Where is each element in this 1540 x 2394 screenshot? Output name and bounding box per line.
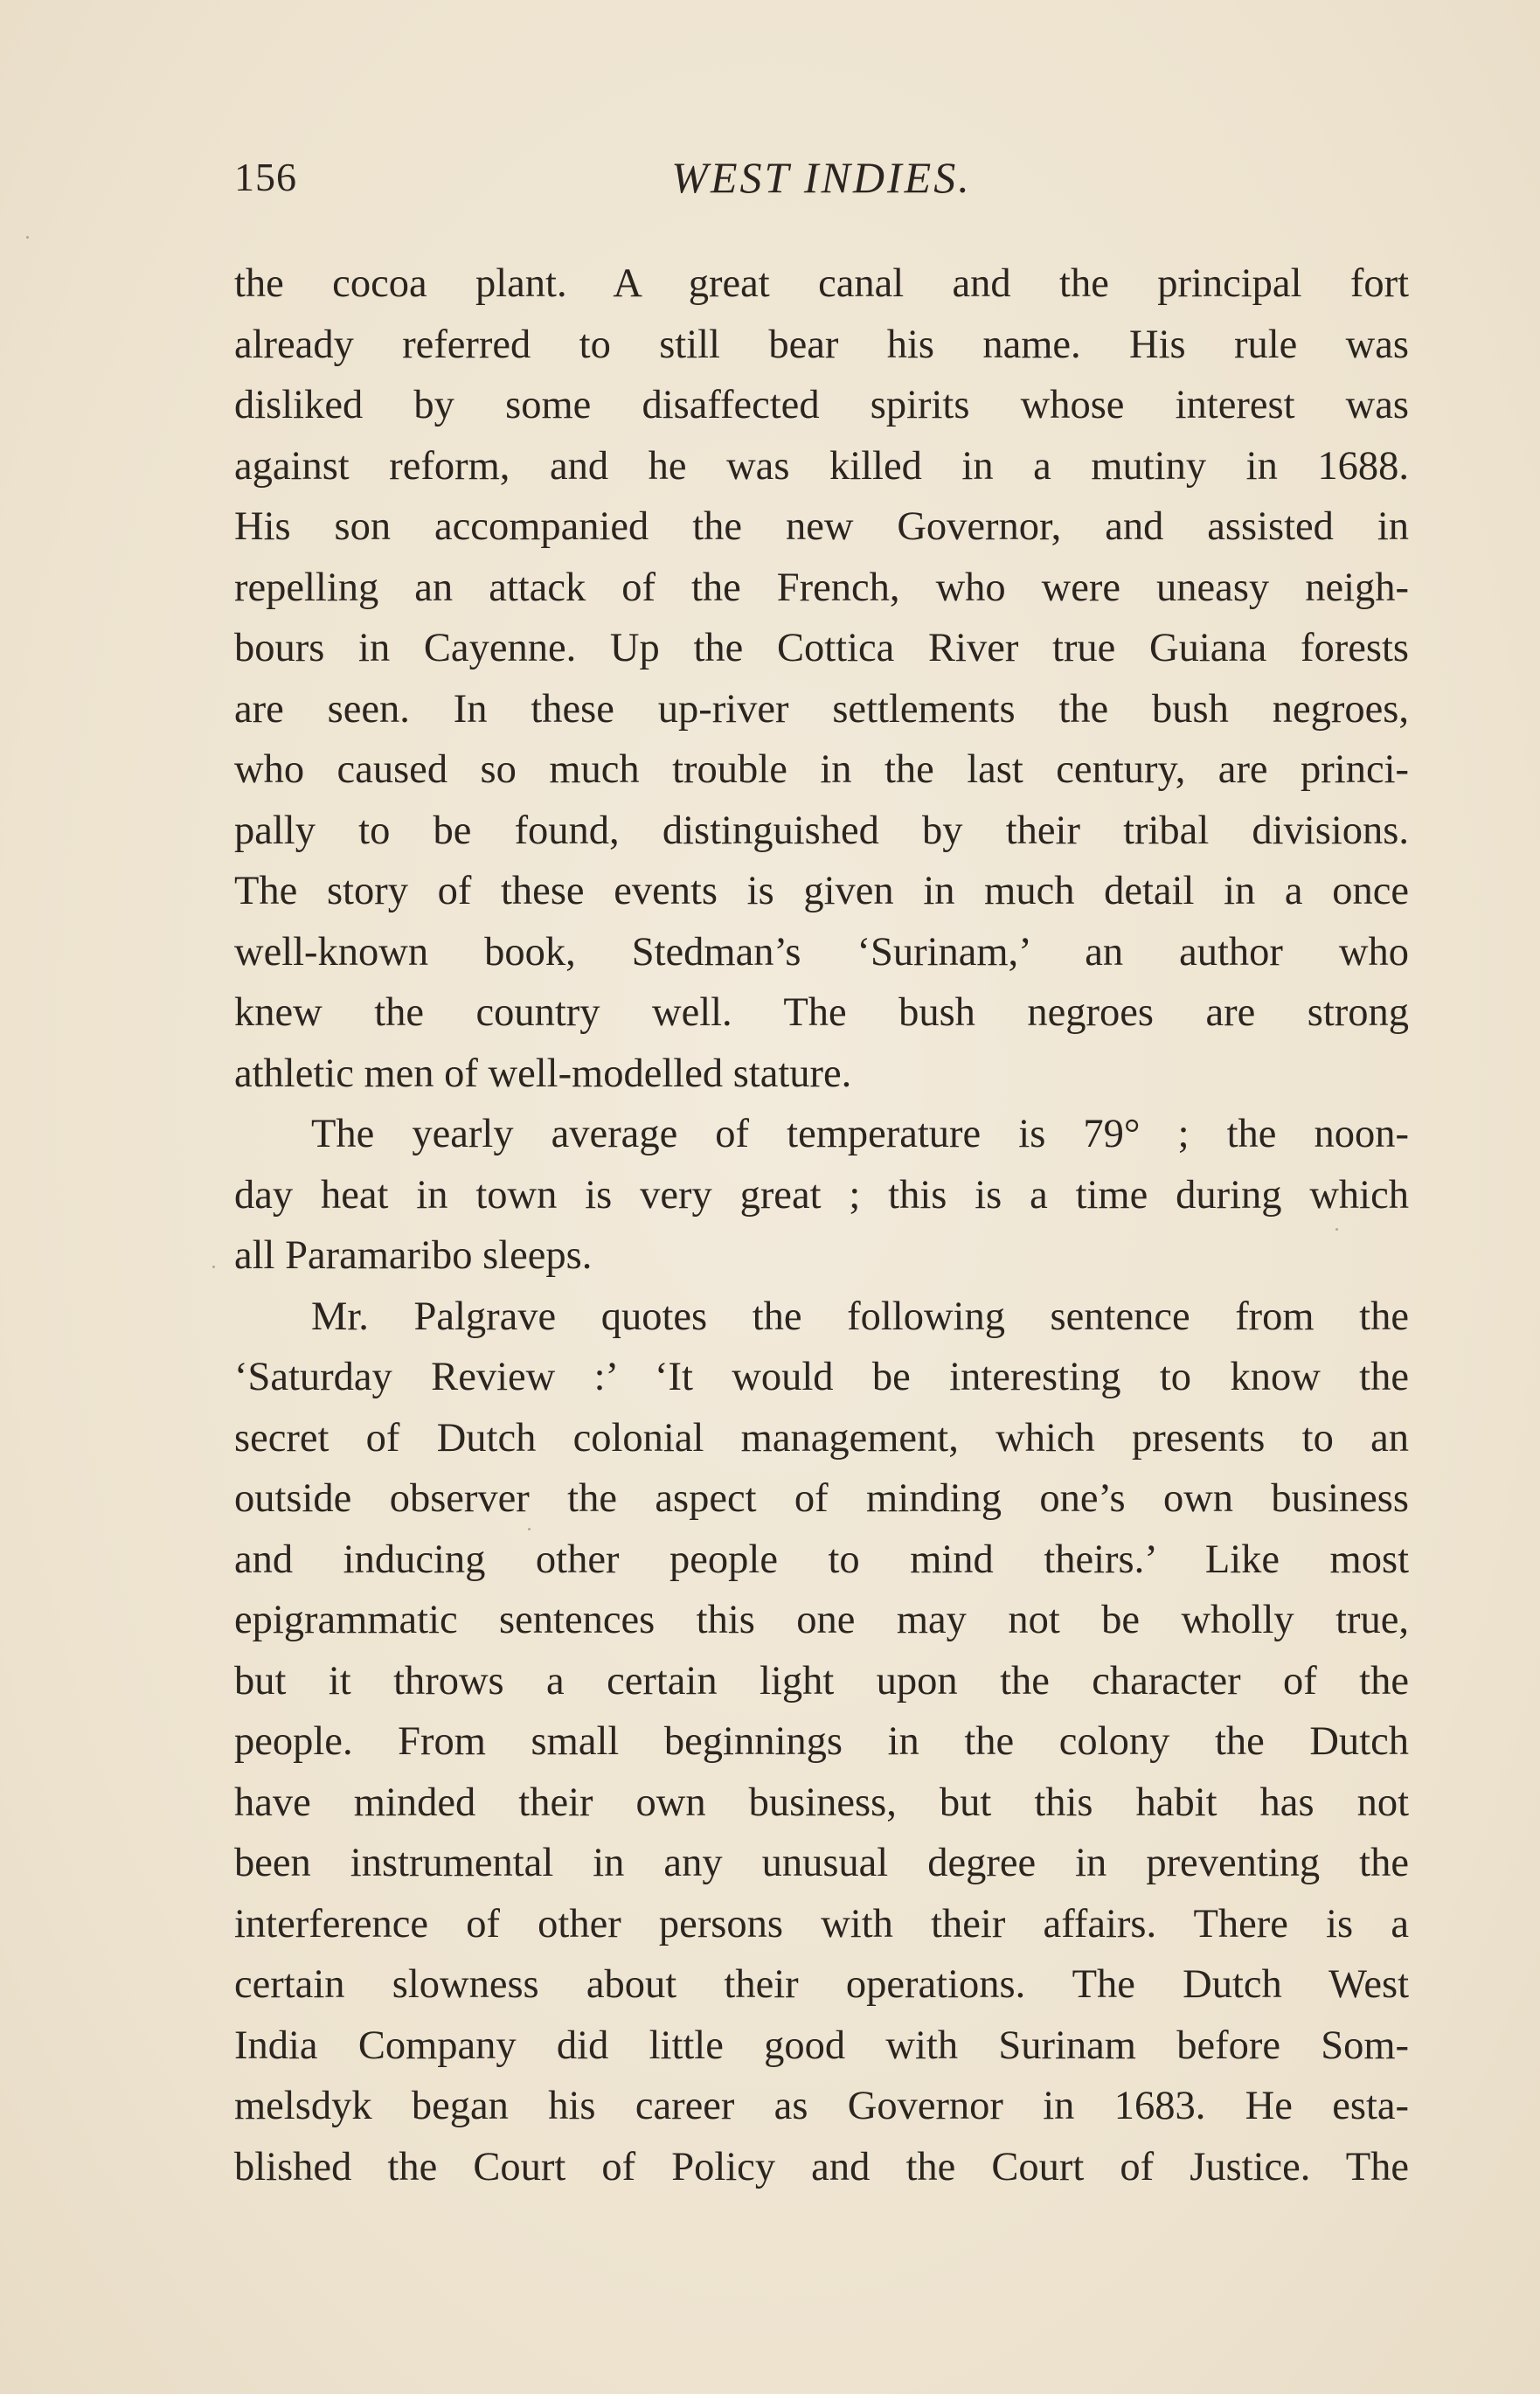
- paper-speck: [528, 1528, 531, 1530]
- text-line: athletic men of well-modelled stature.: [234, 1051, 852, 1096]
- paragraph-3: [234, 1287, 1409, 2198]
- text-line: bours in Cayenne. Up the Cottica River true Guiana forests: [234, 626, 1409, 670]
- text-line: interference of other persons with their affairs. There is a: [234, 1901, 1409, 1946]
- text-line: knew the country well. The bush negroes are strong: [234, 990, 1409, 1035]
- text-line: been instrumental in any unusual degree in preventing the: [234, 1841, 1409, 1885]
- text-line: epigrammatic sentences this one may not be wholly true,: [234, 1598, 1409, 1642]
- text-line: who caused so much trouble in the last century, are princi-: [234, 747, 1409, 792]
- running-title: WEST INDIES.: [671, 153, 972, 202]
- text-line: melsdyk began his career as Governor in 1683. He esta-: [234, 2084, 1409, 2128]
- text-line: all Paramaribo sleeps.: [234, 1233, 593, 1278]
- text-line: but it throws a certain light upon the character of the: [234, 1658, 1409, 1704]
- page-header: [234, 147, 1409, 208]
- text-line: His son accompanied the new Governor, and assisted in: [234, 504, 1409, 549]
- text-line: the cocoa plant. A great canal and the principal fort: [234, 261, 1409, 306]
- paper-speck: [1335, 1228, 1338, 1231]
- text-line: blished the Court of Policy and the Court of Justice. The: [234, 2144, 1409, 2189]
- text-line: well-known book, Stedman’s ‘Surinam,’ an author who: [234, 929, 1409, 975]
- paragraph-1: [234, 253, 1409, 1104]
- text-line: repelling an attack of the French, who were uneasy neigh-: [234, 565, 1409, 610]
- text-line: day heat in town is very great ; this is a time during which: [234, 1172, 1409, 1218]
- paragraph-2: [234, 1104, 1409, 1287]
- text-line: India Company did little good with Surinam before Som-: [234, 2023, 1409, 2068]
- text-line: against reform, and he was killed in a mutiny in 1688.: [234, 443, 1409, 489]
- text-line: and inducing other people to mind theirs.’ Like most: [234, 1537, 1409, 1582]
- text-line: outside observer the aspect of minding one’s own business: [234, 1476, 1409, 1521]
- text-line: secret of Dutch colonial management, which presents to an: [234, 1415, 1409, 1461]
- text-line: The yearly average of temperature is 79° ; the noon-: [311, 1112, 1409, 1156]
- text-line: The story of these events is given in much detail in a once: [234, 869, 1409, 913]
- text-line: Mr. Palgrave quotes the following sentence from the: [311, 1294, 1409, 1339]
- text-line: certain slowness about their operations. The Dutch West: [234, 1962, 1409, 2007]
- text-line: ‘Saturday Review :’ ‘It would be interesting to know the: [234, 1355, 1409, 1399]
- text-line: are seen. In these up-river settlements the bush negroes,: [234, 686, 1409, 732]
- page-number: 156: [234, 155, 297, 199]
- text-line: people. From small beginnings in the colony the Dutch: [234, 1719, 1409, 1764]
- paper-speck: [26, 236, 29, 239]
- text-line: have minded their own business, but this habit has not: [234, 1780, 1409, 1825]
- body-text: [234, 253, 1409, 2197]
- text-line: disliked by some disaffected spirits whose interest was: [234, 383, 1409, 427]
- paper-speck: [212, 1266, 215, 1268]
- text-line: already referred to still bear his name. His rule was: [234, 322, 1409, 367]
- text-line: pally to be found, distinguished by their tribal divisions.: [234, 808, 1409, 853]
